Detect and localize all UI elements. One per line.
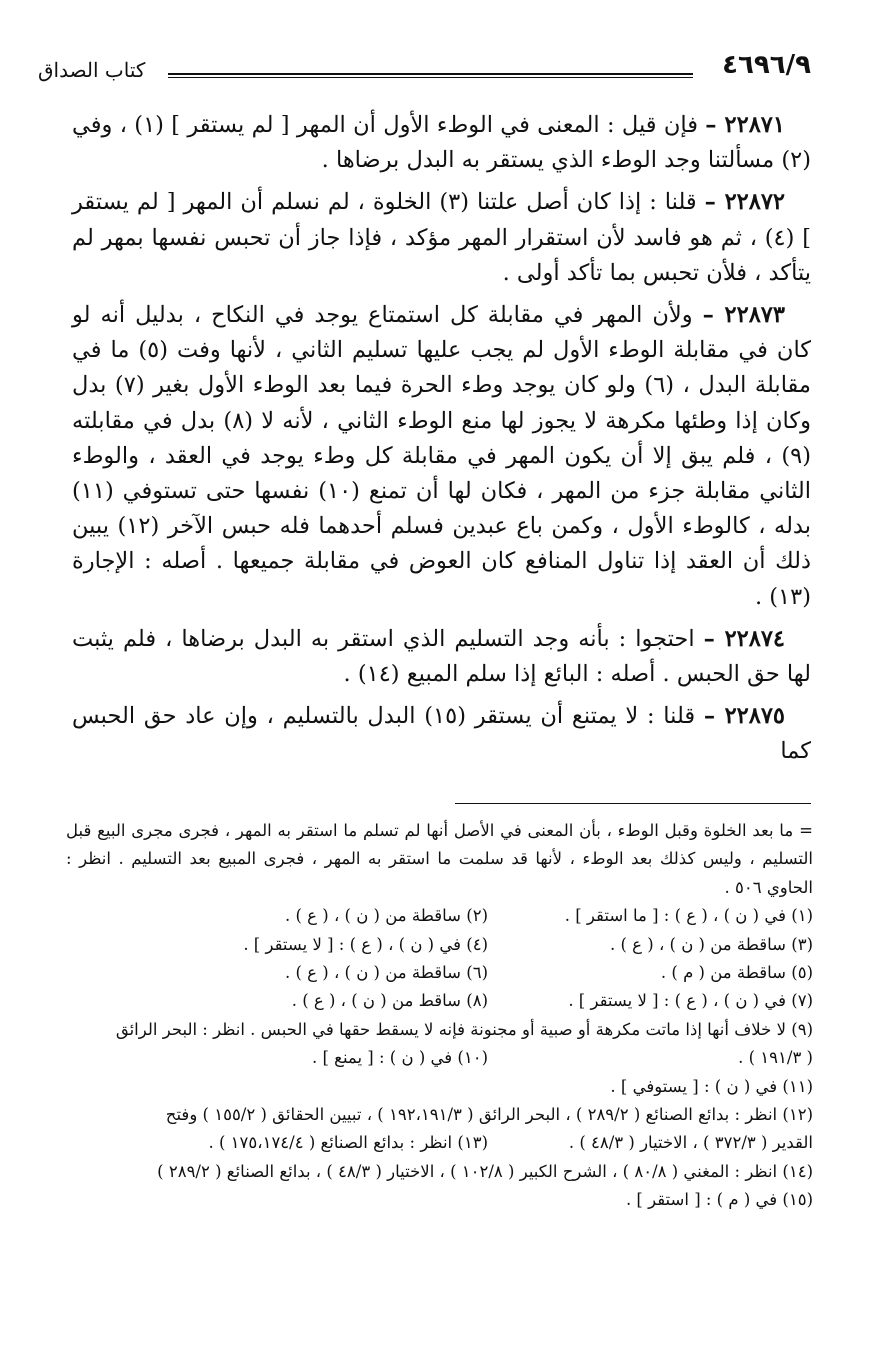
footnote-8: (٨) ساقط من ( ن ) ، ( ع ) . bbox=[291, 991, 488, 1011]
paragraph-number: ٢٢٨٧٥ – bbox=[703, 703, 785, 730]
paragraph-22875 bbox=[72, 699, 811, 769]
footnote-4: (٤) في ( ن ) ، ( ع ) : [ لا يستقر ] . bbox=[243, 934, 488, 954]
footnote-row bbox=[66, 987, 813, 1015]
running-title: كتاب الصداق bbox=[38, 58, 146, 82]
footnote-text: ما بعد الخلوة وقبل الوطء ، بأن المعنى في الأصل أنها لم تسلم ما استقر به المهر ، فجرى مجرى البيع قبل التسليم ، وليس كذلك بعد الوطء ، لأنها قد سلمت ما استقر به المهر ، فجرى المبيع بعد التسليم . انظر : الحاوي ٥٠٦ . bbox=[66, 821, 813, 897]
footnote-5: (٥) ساقطة من ( م ) . bbox=[660, 963, 813, 983]
footnote-9-line1: (٩) لا خلاف أنها إذا ماتت مكرهة أو صبية أو مجنونة فإنه لا يسقط حقها في الحبس . انظر : البحر الرائق bbox=[115, 1019, 813, 1039]
footnote-9-line2: ( ١٩١/٣ ) . bbox=[738, 1048, 813, 1068]
paragraph-number: ٢٢٨٧٢ – bbox=[704, 189, 785, 216]
paragraph-number: ٢٢٨٧٣ – bbox=[702, 302, 785, 329]
page-number: ٤٦٩٦/٩ bbox=[722, 50, 811, 80]
footnote-2: (٢) ساقطة من ( ن ) ، ( ع ) . bbox=[285, 906, 488, 926]
footnote-row bbox=[66, 902, 813, 930]
header-rule bbox=[168, 73, 693, 78]
footnote-7: (٧) في ( ن ) ، ( ع ) : [ لا يستقر ] . bbox=[568, 991, 813, 1011]
footnote-6: (٦) ساقطة من ( ن ) ، ( ع ) . bbox=[285, 963, 488, 983]
paragraph-22874 bbox=[72, 622, 811, 692]
main-text bbox=[72, 108, 811, 777]
footnote-row bbox=[66, 931, 813, 959]
footnote-separator bbox=[455, 803, 811, 804]
footnote-14: (١٤) انظر : المغني ( ٨٠/٨ ) ، الشرح الكبير ( ١٠٢/٨ ) ، الاختيار ( ٤٨/٣ ) ، بدائع الصنائع ( ٢٨٩/٢ ) bbox=[157, 1161, 813, 1181]
footnote-row bbox=[66, 1044, 813, 1072]
footnote-row bbox=[66, 959, 813, 987]
paragraph-22871 bbox=[72, 108, 811, 178]
paragraph-text: قلنا : إذا كان أصل علتنا (٣) الخلوة ، لم نسلم أن المهر [ لم يستقر ] (٤) ، ثم هو فاسد لأن استقرار المهر مؤكد ، فإذا جاز أن تحبس نفسها بمهر لم يتأكد ، فلأن تحبس بما تأكد أولى . bbox=[72, 189, 811, 286]
paragraph-text: فإن قيل : المعنى في الوطء الأول أن المهر [ لم يستقر ] (١) ، وفي (٢) مسألتنا وجد الوطء الذي يستقر به البدل برضاها . bbox=[72, 112, 811, 174]
footnote-12-line2: القدير ( ٣٧٢/٣ ) ، الاختيار ( ٤٨/٣ ) . bbox=[568, 1133, 813, 1153]
paragraph-text: احتجوا : بأنه وجد التسليم الذي استقر به البدل برضاها ، فلم يثبت لها حق الحبس . أصله : البائع إذا سلم المبيع (١٤) . bbox=[72, 625, 811, 688]
footnote-12-line1: (١٢) انظر : بدائع الصنائع ( ٢٨٩/٢ ) ، البحر الرائق ( ١٩٢،١٩١/٣ ) ، تبيين الحقائق ( ١٥٥/٢ ) وفتح bbox=[165, 1105, 813, 1125]
footnote-11: (١١) في ( ن ) : [ يستوفي ] . bbox=[610, 1076, 813, 1096]
continuation-mark: = bbox=[799, 821, 813, 840]
paragraph-22873 bbox=[72, 298, 811, 615]
paragraph-number: ٢٢٨٧٤ – bbox=[703, 625, 785, 652]
footnote-1: (١) في ( ن ) ، ( ع ) : [ ما استقر ] . bbox=[564, 906, 813, 926]
paragraph-text: ولأن المهر في مقابلة كل استمتاع يوجد في النكاح ، بدليل أنه لو كان في مقابلة الوطء الأول لم يجب عليها تسليم الثاني ، لأنها وفت (٥) ما في مقابلة البدل ، (٦) ولو كان يوجد وطء الحرة فيما بعد الوطء الأول بغير (٧) بدل وكان إذا وطئها مكرهة لا يجوز لها منع الوطء الثاني ، لأنه لا (٨) بدل في مقابلته (٩) ، فلم يبق إلا أن يكون المهر في مقابلة كل وطء يوجد في العقد ، والوطء الثاني مقابلة جزء من المهر ، فكان لها أن تمنع (١٠) نفسها حتى تستوفي (١١) بدله ، كالوطء الأول ، وكمن باع عبدين فسلم أحدهما فله حبس الآخر (١٢) يبين ذلك أن العقد إذا تناول المنافع كان العوض في مقابلة جميعها . أصله : الإجارة (١٣) . bbox=[72, 302, 812, 610]
paragraph-22872 bbox=[72, 185, 811, 291]
footnote-continuation bbox=[66, 817, 813, 902]
footnote-13: (١٣) انظر : بدائع الصنائع ( ١٧٥،١٧٤/٤ ) . bbox=[208, 1133, 488, 1153]
paragraph-number: ٢٢٨٧١ – bbox=[705, 112, 785, 138]
footnote-15: (١٥) في ( م ) : [ استقر ] . bbox=[625, 1190, 813, 1210]
footnote-3: (٣) ساقطة من ( ن ) ، ( ع ) . bbox=[610, 934, 813, 954]
paragraph-text: قلنا : لا يمتنع أن يستقر (١٥) البدل بالتسليم ، وإن عاد حق الحبس كما bbox=[72, 703, 811, 765]
page-header bbox=[38, 50, 811, 90]
footnotes bbox=[66, 817, 813, 1215]
footnote-10: (١٠) في ( ن ) : [ يمنع ] . bbox=[311, 1048, 488, 1068]
footnote-row bbox=[66, 1129, 813, 1157]
